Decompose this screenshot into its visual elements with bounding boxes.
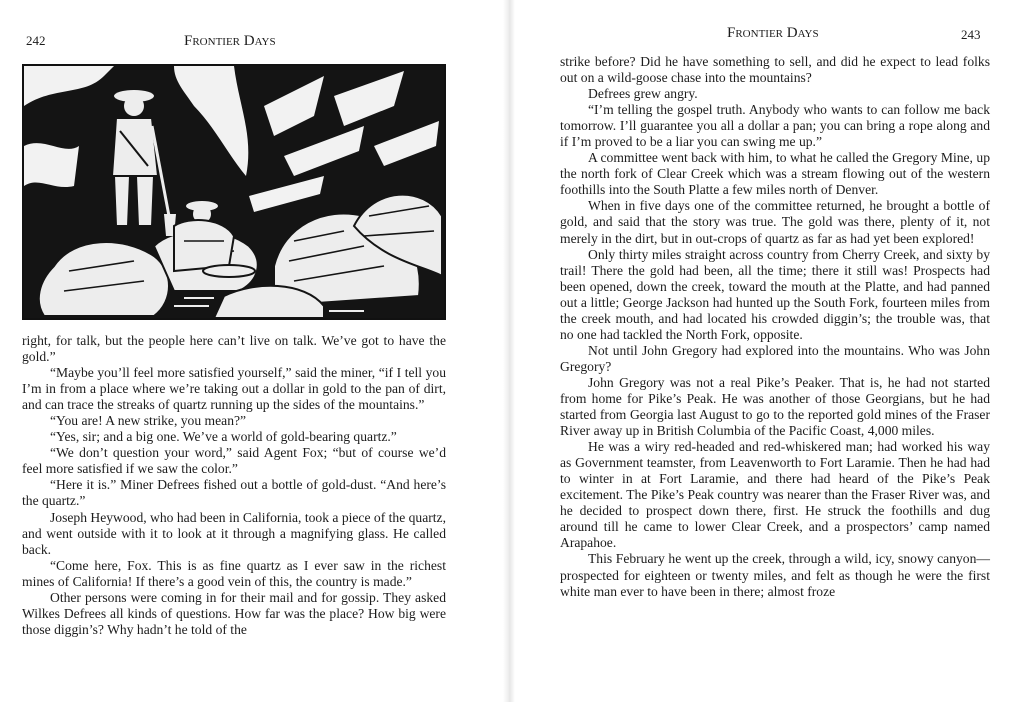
paragraph: When in five days one of the committee returned, he brought a bottle of gold, and said that the story was true. The gold was there, plenty of it, not merely in the dirt, but in out-crops of quartz as far as had yet been explored! bbox=[560, 198, 990, 246]
left-page-body bbox=[22, 333, 446, 638]
paragraph: Other persons were coming in for their mail and for gossip. They asked Wilkes Defrees all kinds of questions. How far was the place? How big were those diggin’s? Why hadn’t he told of the bbox=[22, 589, 446, 637]
paragraph: Joseph Heywood, who had been in California, took a piece of the quartz, and went outside with it to look at it through a magnifying glass. He called back. bbox=[22, 509, 446, 557]
paragraph: Only thirty miles straight across country from Cherry Creek, and sixty by trail! There the gold had been, all the time; there it still was! Prospects had been opened, down the creek, toward the mouth at the Platte, and had panned out a little; George Jackson had hunted up the South Fork, fourteen miles from the creek mouth, and had located his crowded diggin’s; the trouble was, that no one had tackled the North Fork, opposite. bbox=[560, 246, 990, 342]
paragraph: “Here it is.” Miner Defrees fished out a bottle of gold-dust. “And here’s the quartz.” bbox=[22, 477, 446, 509]
right-page-number: 243 bbox=[961, 27, 981, 42]
paragraph: “Come here, Fox. This is as fine quartz as I ever saw in the richest mines of California! If there’s a good vein of this, the country is made.” bbox=[22, 557, 446, 589]
paragraph: “Yes, sir; and a big one. We’ve a world of gold-bearing quartz.” bbox=[50, 429, 397, 445]
paragraph: strike before? Did he have something to sell, and did he expect to lead folks out on a wild-goose chase into the mountains? bbox=[560, 54, 990, 86]
woodcut-illustration bbox=[22, 64, 446, 320]
right-running-title: Frontier Days bbox=[727, 25, 819, 41]
paragraph: This February he went up the creek, through a wild, icy, snowy canyon—prospected for eighteen or twenty miles, and felt as though he were the first white man ever to have been in there; almost froze bbox=[560, 551, 990, 599]
paragraph: “We don’t question your word,” said Agent Fox; “but of course we’d feel more satisfied if we saw the color.” bbox=[22, 445, 446, 477]
paragraph: “You are! A new strike, you mean?” bbox=[50, 413, 247, 429]
left-page-number: 242 bbox=[26, 33, 46, 48]
paragraph: “Maybe you’ll feel more satisfied yourself,” said the miner, “if I tell you I’m in from a place where we’re taking out a dollar in gold to the pan of dirt, and can trace the streaks of quartz running up the sides of the mountains.” bbox=[22, 365, 446, 413]
paragraph: right, for talk, but the people here can’t live on talk. We’ve got to have the gold.” bbox=[22, 333, 446, 365]
paragraph: Defrees grew angry. bbox=[588, 86, 698, 102]
paragraph: “I’m telling the gospel truth. Anybody who wants to can follow me back tomorrow. I’ll guarantee you all a dollar a pan; you can bring a rope along and if I’m proved to be a liar you can swing me up.” bbox=[560, 102, 990, 150]
right-page bbox=[509, 0, 1018, 702]
left-running-title: Frontier Days bbox=[184, 33, 276, 49]
paragraph: Not until John Gregory had explored into the mountains. Who was John Gregory? bbox=[560, 342, 990, 374]
paragraph: He was a wiry red-headed and red-whiskered man; had worked his way as Government teamster, from Leavenworth to Fort Laramie. Then he had had to winter in at Fort Laramie, and there had heard of the Pike’s Peak excitement. The Pike’s Peak country was nearer than the Fraser River was, and he decided to prospect down there, first. He struck the foothills and dug around till he came to lower Clear Creek, and a prospectors’ camp named Arapahoe. bbox=[560, 439, 990, 551]
miners-in-canyon-illustration bbox=[24, 66, 444, 318]
paragraph: John Gregory was not a real Pike’s Peaker. That is, he had not started from home for Pike’s Peak. He was another of those Georgians, but he had started from Georgia last August to go to the reported gold mines of the Fraser River away up in British Columbia of the Pacific Coast, 4,000 miles. bbox=[560, 374, 990, 439]
paragraph: A committee went back with him, to what he called the Gregory Mine, up the north fork of Clear Creek which was a stream flowing out of the western foothills into the South Platte a few miles north of Denver. bbox=[560, 150, 990, 198]
right-page-body bbox=[560, 54, 990, 600]
